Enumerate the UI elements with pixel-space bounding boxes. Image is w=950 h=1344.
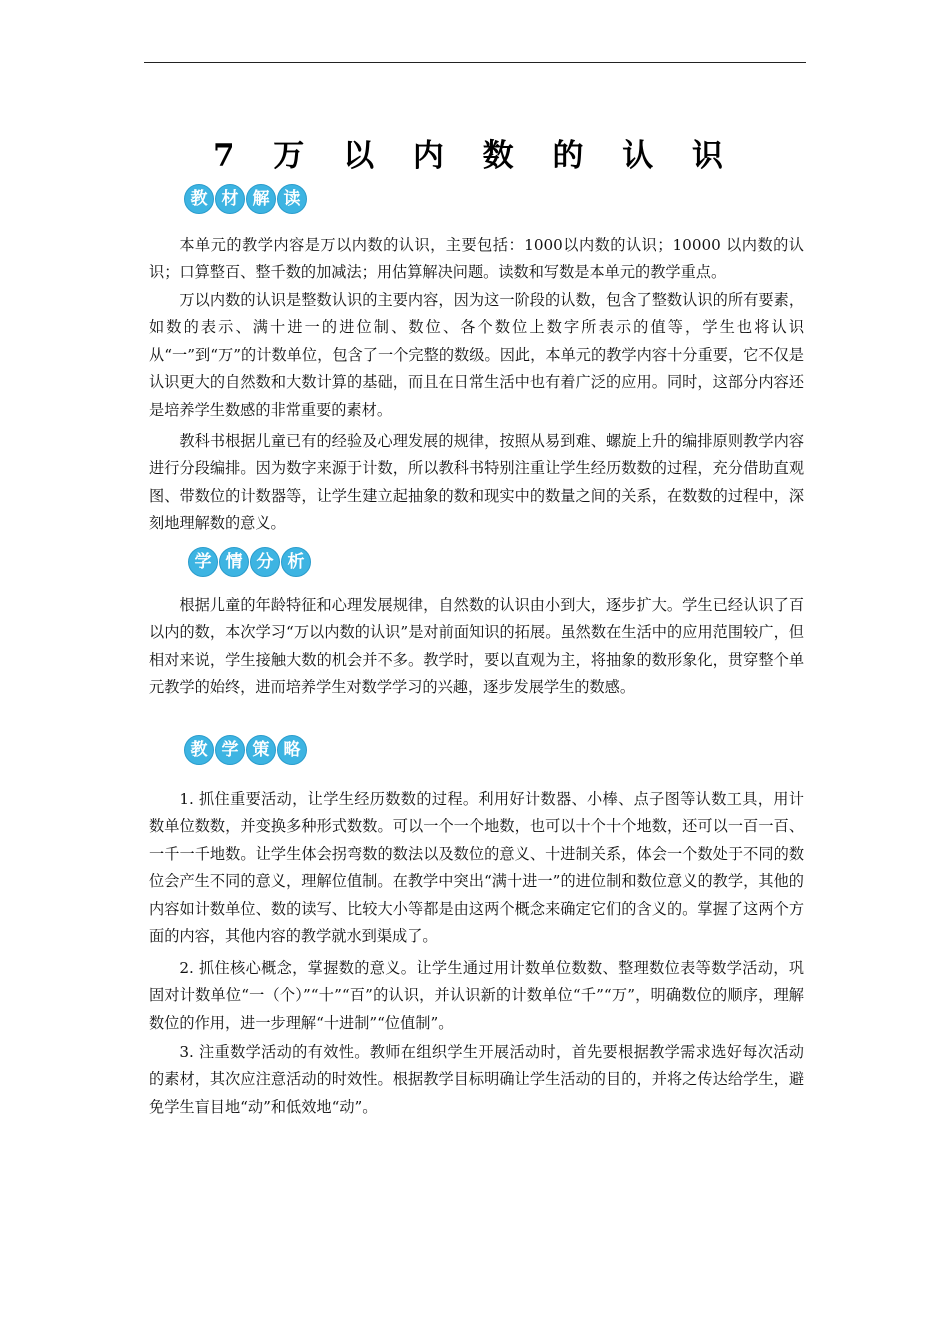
paragraph: 根据儿童的年龄特征和心理发展规律，自然数的认识由小到大，逐步扩大。学生已经认识了百以内的数，本次学习“万以内数的认识”是对前面知识的拓展。虽然数在生活中的应用范围较广，但相对来说，学生接触大数的机会并不多。教学时，要以直观为主，将抽象的数形象化，贯穿整个单元教学的始终，进而培养学生对数学学习的兴趣，逐步发展学生的数感。 <box>149 596 804 697</box>
section-badge-student-analysis <box>188 547 311 577</box>
paragraph: 万以内数的认识是整数认识的主要内容，因为这一阶段的认数，包含了整数认识的所有要素，如数的表示、满十进一的进位制、数位、各个数位上数字所表示的值等，学生也将认识从“一”到“万”的计数单位，包含了一个完整的数级。因此，本单元的教学内容十分重要，它不仅是认识更大的自然数和大数计算的基础，而且在日常生活中也有着广泛的应用。同时，这部分内容还是培养学生数感的非常重要的素材。 <box>149 291 804 419</box>
badge-char: 解 <box>246 184 276 214</box>
badge-char: 教 <box>184 735 214 765</box>
badge-char: 略 <box>277 735 307 765</box>
badge-char: 材 <box>215 184 245 214</box>
page-title: 7 万 以 内 数 的 认 识 <box>212 138 738 174</box>
paragraph: 2. 抓住核心概念，掌握数的意义。让学生通过用计数单位数数、整理数位表等数学活动，巩固对计数单位“一（个）”“十”“百”的认识，并认识新的计数单位“千”“万”，明确数位的顺序，理解数位的作用，进一步理解“十进制”“位值制”。 <box>149 959 804 1032</box>
paragraph: 本单元的教学内容是万以内数的认识，主要包括：1000以内数的认识；10000 以内数的认识；口算整百、整千数的加减法；用估算解决问题。读数和写数是本单元的教学重点。 <box>149 236 804 282</box>
badge-char: 情 <box>219 547 249 577</box>
header-rule <box>144 62 806 63</box>
badge-char: 分 <box>250 547 280 577</box>
section-badge-textbook-reading <box>184 184 307 214</box>
badge-char: 读 <box>277 184 307 214</box>
paragraph: 教科书根据儿童已有的经验及心理发展的规律，按照从易到难、螺旋上升的编排原则教学内容进行分段编排。因为数字来源于计数，所以教科书特别注重让学生经历数数的过程，充分借助直观图、带数位的计数器等，让学生建立起抽象的数和现实中的数量之间的关系，在数数的过程中，深刻地理解数的意义。 <box>149 432 804 533</box>
badge-char: 策 <box>246 735 276 765</box>
badge-char: 学 <box>188 547 218 577</box>
badge-char: 学 <box>215 735 245 765</box>
badge-char: 析 <box>281 547 311 577</box>
paragraph: 3. 注重数学活动的有效性。教师在组织学生开展活动时，首先要根据教学需求选好每次活动的素材，其次应注意活动的时效性。根据教学目标明确让学生活动的目的，并将之传达给学生，避免学生盲目地“动”和低效地“动”。 <box>149 1043 804 1116</box>
badge-char: 教 <box>184 184 214 214</box>
paragraph: 1. 抓住重要活动，让学生经历数数的过程。利用好计数器、小棒、点子图等认数工具，用计数单位数数，并变换多种形式数数。可以一个一个地数，也可以十个十个地数，还可以一百一百、一千一千地数。让学生体会拐弯数的数法以及数位的意义、十进制关系，体会一个数处于不同的数位会产生不同的意义，理解位值制。在教学中突出“满十进一”的进位制和数位意义的教学，其他的内容如计数单位、数的读写、比较大小等都是由这两个概念来确定它们的含义的。掌握了这两个方面的内容，其他内容的教学就水到渠成了。 <box>149 790 804 946</box>
section-badge-teaching-strategy <box>184 735 307 765</box>
